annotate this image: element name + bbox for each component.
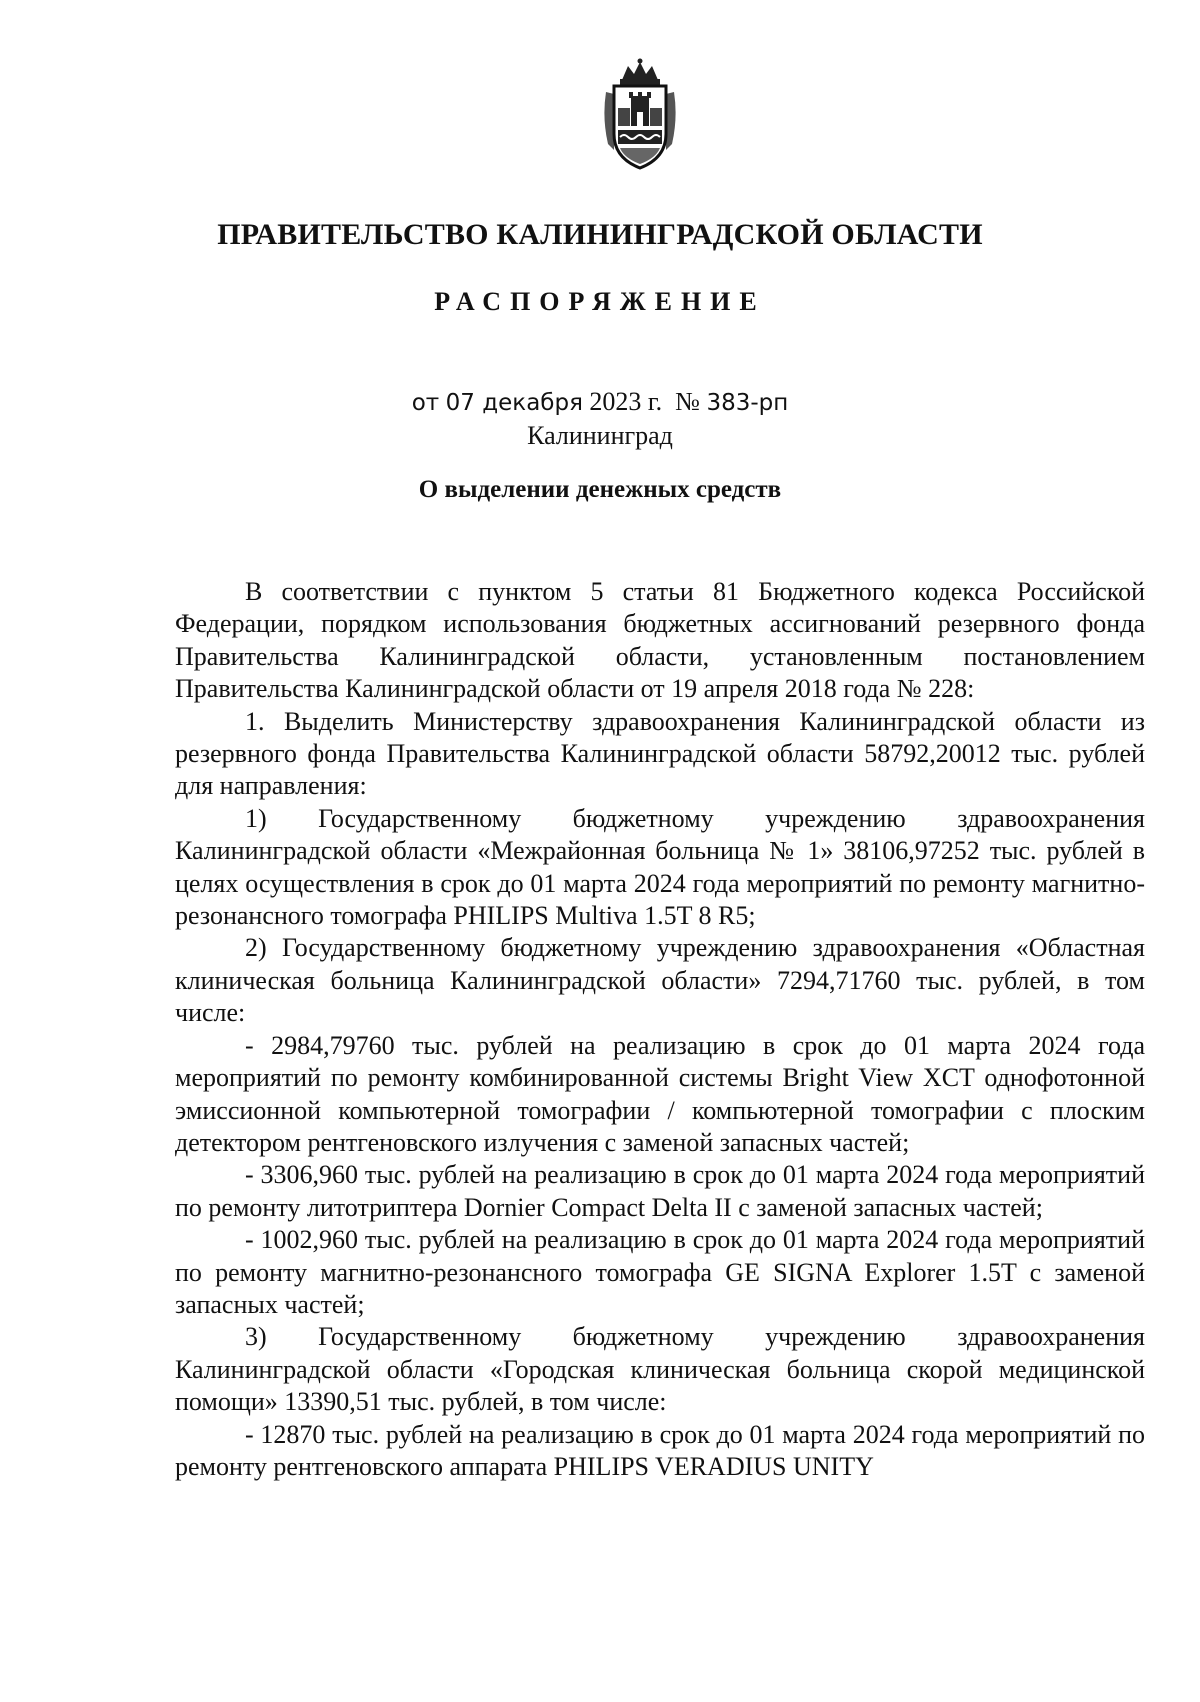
- coat-of-arms-icon: [598, 58, 682, 172]
- document-body: [175, 576, 1145, 1483]
- organization-title: ПРАВИТЕЛЬСТВО КАЛИНИНГРАДСКОЙ ОБЛАСТИ: [217, 218, 983, 251]
- subitem-2-paragraph: 2) Государственному бюджетному учреждению здравоохранения «Областная клиническая больница Калининградской области» 7294,71760 тыс. рублей, в том числе:: [175, 933, 1145, 1028]
- document-type-heading: РАСПОРЯЖЕНИЕ: [434, 287, 766, 316]
- document-city: Калининград: [527, 421, 673, 450]
- document-number: 383-рп: [706, 390, 789, 416]
- subitem-1-paragraph: 1) Государственному бюджетному учреждению здравоохранения Калининградской области «Межрайонная больница № 1» 38106,97252 тыс. рублей в целях осуществления в срок до 01 марта 2024 года мероприятий по ремонту магнитно-резонансного томографа PHILIPS Multiva 1.5T 8 R5;: [175, 803, 1145, 931]
- bullet-paragraph: - 3306,960 тыс. рублей на реализацию в срок до 01 марта 2024 года мероприятий по ремонту литотриптера Dornier Compact Delta II с заменой запасных частей;: [175, 1160, 1145, 1222]
- bullet-paragraph: - 1002,960 тыс. рублей на реализацию в срок до 01 марта 2024 года мероприятий по ремонту магнитно-резонансного томографа GE SIGNA Explorer 1.5T с заменой запасных частей;: [175, 1225, 1145, 1319]
- document-subject: О выделении денежных средств: [418, 476, 782, 503]
- document-year: 2023 г.: [589, 387, 663, 416]
- date-prefix: от: [411, 390, 440, 416]
- date-number-line: [0, 387, 1200, 417]
- item-1-paragraph: 1. Выделить Министерству здравоохранения Калининградской области из резервного фонда Правительства Калининградской области 58792,20012 тыс. рублей для направления:: [175, 706, 1145, 801]
- preamble-paragraph: В соответствии с пунктом 5 статьи 81 Бюджетного кодекса Российской Федерации, порядком использования бюджетных ассигнований резервного фонда Правительства Калининградской области, установленным постановлением Правительства Калининградской области от 19 апреля 2018 года № 228:: [175, 577, 1145, 704]
- document-date: 07 декабря: [445, 390, 583, 416]
- bullet-paragraph: - 2984,79760 тыс. рублей на реализацию в срок до 01 марта 2024 года мероприятий по ремонту комбинированной системы Bright View XCT однофотонной эмиссионной компьютерной томографии / компьютерной томографии с плоским детектором рентгеновского излучения с заменой запасных частей;: [175, 1030, 1145, 1157]
- number-sign: №: [675, 387, 700, 416]
- subitem-3-paragraph: 3) Государственному бюджетному учреждению здравоохранения Калининградской области «Городская клиническая больница скорой медицинской помощи» 13390,51 тыс. рублей, в том числе:: [175, 1322, 1145, 1417]
- bullet-paragraph: - 12870 тыс. рублей на реализацию в срок до 01 марта 2024 года мероприятий по ремонту рентгеновского аппарата PHILIPS VERADIUS UNITY: [175, 1419, 1145, 1481]
